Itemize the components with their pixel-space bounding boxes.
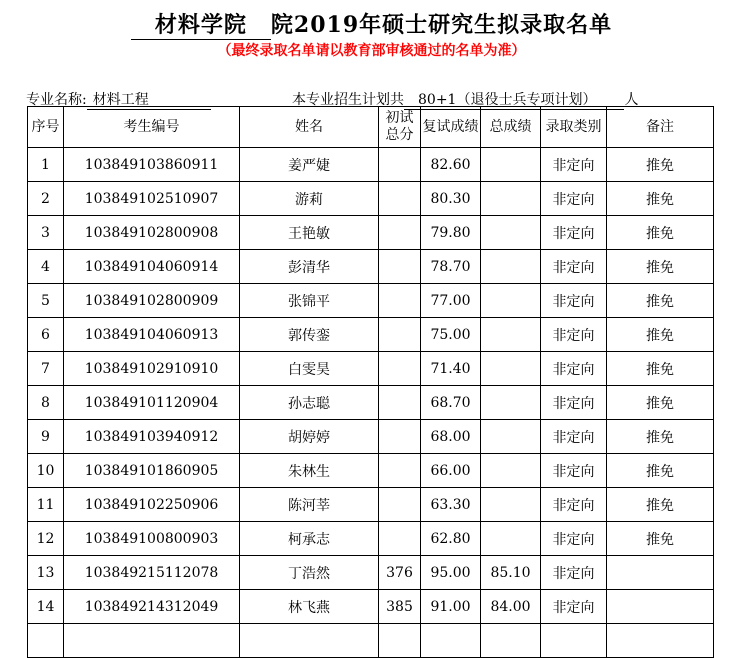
cell-retest-score: 63.30 xyxy=(421,488,481,522)
header-candidate-id: 考生编号 xyxy=(64,107,240,148)
cell-total-score xyxy=(481,284,541,318)
cell-index: 12 xyxy=(28,522,64,556)
cell-remarks: 推免 xyxy=(607,216,714,250)
cell-admission-type: 非定向 xyxy=(541,318,607,352)
cell-remarks: 推免 xyxy=(607,488,714,522)
cell-index: 9 xyxy=(28,420,64,454)
cell-name: 丁浩然 xyxy=(240,556,379,590)
cell-retest-score: 80.30 xyxy=(421,182,481,216)
cell-candidate-id: 103849103860911 xyxy=(64,148,240,182)
cell-candidate-id: 103849100800903 xyxy=(64,522,240,556)
cell-index: 14 xyxy=(28,590,64,624)
table-body xyxy=(28,148,714,658)
cell-remarks: 推免 xyxy=(607,522,714,556)
cell-initial-score xyxy=(379,284,421,318)
cell-admission-type: 非定向 xyxy=(541,182,607,216)
cell-retest-score: 78.70 xyxy=(421,250,481,284)
table-row xyxy=(28,420,714,454)
header-total-score: 总成绩 xyxy=(481,107,541,148)
cell-retest-score: 91.00 xyxy=(421,590,481,624)
cell-admission-type: 非定向 xyxy=(541,420,607,454)
table-row xyxy=(28,454,714,488)
cell-candidate-id: 103849102910910 xyxy=(64,352,240,386)
cell-name: 王艳敏 xyxy=(240,216,379,250)
cell-remarks: 推免 xyxy=(607,420,714,454)
cell-remarks: 推免 xyxy=(607,284,714,318)
cell-admission-type: 非定向 xyxy=(541,216,607,250)
cell-initial-score xyxy=(379,318,421,352)
table-row xyxy=(28,522,714,556)
cell-candidate-id: 103849101860905 xyxy=(64,454,240,488)
cell-name: 林飞燕 xyxy=(240,590,379,624)
cell-total-score xyxy=(481,386,541,420)
cell-total-score xyxy=(481,250,541,284)
cell-admission-type: 非定向 xyxy=(541,386,607,420)
cell-total-score: 84.00 xyxy=(481,590,541,624)
cell-total-score xyxy=(481,454,541,488)
cell-name: 姜严婕 xyxy=(240,148,379,182)
cell-remarks: 推免 xyxy=(607,454,714,488)
cell-name: 朱林生 xyxy=(240,454,379,488)
cell-initial-score xyxy=(379,454,421,488)
cell-initial-score xyxy=(379,182,421,216)
major-value: 材料工程 xyxy=(87,89,211,110)
table-row xyxy=(28,488,714,522)
cell-total-score xyxy=(481,318,541,352)
cell-admission-type: 非定向 xyxy=(541,284,607,318)
cell-retest-score: 82.60 xyxy=(421,148,481,182)
cell-total-score xyxy=(481,488,541,522)
cell-total-score xyxy=(481,182,541,216)
cell-index: 11 xyxy=(28,488,64,522)
cell-retest-score: 75.00 xyxy=(421,318,481,352)
school-name: 材料学院 xyxy=(155,8,247,40)
cell-total-score xyxy=(481,420,541,454)
cell-index: 5 xyxy=(28,284,64,318)
cell-remarks: 推免 xyxy=(607,352,714,386)
table-row xyxy=(28,556,714,590)
cell-index: 7 xyxy=(28,352,64,386)
admission-table xyxy=(27,106,714,658)
title-blank-underline xyxy=(131,17,155,40)
cell-candidate-id: 103849102510907 xyxy=(64,182,240,216)
cell-name: 柯承志 xyxy=(240,522,379,556)
title-blank-underline xyxy=(247,17,271,40)
cell-name: 彭清华 xyxy=(240,250,379,284)
cell-initial-score xyxy=(379,250,421,284)
table-row xyxy=(28,386,714,420)
cell-candidate-id: 103849215112078 xyxy=(64,556,240,590)
cell-index: 13 xyxy=(28,556,64,590)
cell-remarks xyxy=(607,556,714,590)
table-row xyxy=(28,250,714,284)
header-initial-score: 初试总分 xyxy=(379,107,421,148)
cell-candidate-id: 103849104060913 xyxy=(64,318,240,352)
cell-remarks: 推免 xyxy=(607,148,714,182)
cell-remarks xyxy=(607,590,714,624)
cell-retest-score: 66.00 xyxy=(421,454,481,488)
cell-name: 白雯昊 xyxy=(240,352,379,386)
cell-candidate-id: 103849102800909 xyxy=(64,284,240,318)
cell-index: 4 xyxy=(28,250,64,284)
plan-label: 本专业招生计划共 xyxy=(292,92,404,108)
table-row xyxy=(28,284,714,318)
table-row xyxy=(28,182,714,216)
table-row xyxy=(28,216,714,250)
page-title xyxy=(0,8,743,40)
table-row xyxy=(28,352,714,386)
cell-name: 胡婷婷 xyxy=(240,420,379,454)
cell-total-score xyxy=(481,352,541,386)
cell-total-score xyxy=(481,216,541,250)
cell-name: 郭传銮 xyxy=(240,318,379,352)
cell-initial-score: 376 xyxy=(379,556,421,590)
cell-initial-score xyxy=(379,216,421,250)
cell-index: 6 xyxy=(28,318,64,352)
cell-name: 游莉 xyxy=(240,182,379,216)
plan-unit: 人 xyxy=(624,92,639,108)
cell-index: 1 xyxy=(28,148,64,182)
cell-total-score xyxy=(481,522,541,556)
plan-value: 80+1（退役士兵专项计划） xyxy=(404,89,600,110)
cell-initial-score xyxy=(379,522,421,556)
cell-initial-score xyxy=(379,352,421,386)
cell-retest-score: 68.00 xyxy=(421,420,481,454)
cell-retest-score: 62.80 xyxy=(421,522,481,556)
cell-admission-type: 非定向 xyxy=(541,590,607,624)
cell-candidate-id: 103849101120904 xyxy=(64,386,240,420)
cell-retest-score: 95.00 xyxy=(421,556,481,590)
cell-admission-type: 非定向 xyxy=(541,352,607,386)
cell-initial-score: 385 xyxy=(379,590,421,624)
header-index: 序号 xyxy=(28,107,64,148)
cell-name: 孙志聪 xyxy=(240,386,379,420)
cell-candidate-id: 103849214312049 xyxy=(64,590,240,624)
notice-text: （最终录取名单请以教育部审核通过的名单为准） xyxy=(217,43,526,59)
cell-candidate-id: 103849103940912 xyxy=(64,420,240,454)
cell-remarks: 推免 xyxy=(607,386,714,420)
cell-admission-type: 非定向 xyxy=(541,250,607,284)
cell-total-score xyxy=(481,148,541,182)
table-row xyxy=(28,318,714,352)
cell-index: 3 xyxy=(28,216,64,250)
cell-retest-score: 71.40 xyxy=(421,352,481,386)
header-remarks: 备注 xyxy=(607,107,714,148)
cell-index: 8 xyxy=(28,386,64,420)
cell-admission-type: 非定向 xyxy=(541,556,607,590)
cell-candidate-id: 103849102800908 xyxy=(64,216,240,250)
cell-admission-type: 非定向 xyxy=(541,522,607,556)
cell-name: 陈河莘 xyxy=(240,488,379,522)
cell-name: 张锦平 xyxy=(240,284,379,318)
cell-initial-score xyxy=(379,420,421,454)
title-suffix: 院2019年硕士研究生拟录取名单 xyxy=(270,12,613,38)
cell-admission-type: 非定向 xyxy=(541,488,607,522)
cell-remarks: 推免 xyxy=(607,250,714,284)
cell-initial-score xyxy=(379,386,421,420)
cell-retest-score: 77.00 xyxy=(421,284,481,318)
table-row xyxy=(28,590,714,624)
cell-index: 10 xyxy=(28,454,64,488)
cell-retest-score: 68.70 xyxy=(421,386,481,420)
cell-remarks: 推免 xyxy=(607,318,714,352)
cell-candidate-id: 103849102250906 xyxy=(64,488,240,522)
cell-index: 2 xyxy=(28,182,64,216)
cell-candidate-id: 103849104060914 xyxy=(64,250,240,284)
header-name: 姓名 xyxy=(240,107,379,148)
cell-initial-score xyxy=(379,148,421,182)
cell-retest-score: 79.80 xyxy=(421,216,481,250)
cell-initial-score xyxy=(379,488,421,522)
cell-total-score: 85.10 xyxy=(481,556,541,590)
table-header xyxy=(28,107,714,148)
cell-admission-type: 非定向 xyxy=(541,454,607,488)
header-retest-score: 复试成绩 xyxy=(421,107,481,148)
table-row xyxy=(28,148,714,182)
cell-remarks: 推免 xyxy=(607,182,714,216)
header-admission-type: 录取类别 xyxy=(541,107,607,148)
major-label: 专业名称: xyxy=(26,92,87,108)
cell-admission-type: 非定向 xyxy=(541,148,607,182)
